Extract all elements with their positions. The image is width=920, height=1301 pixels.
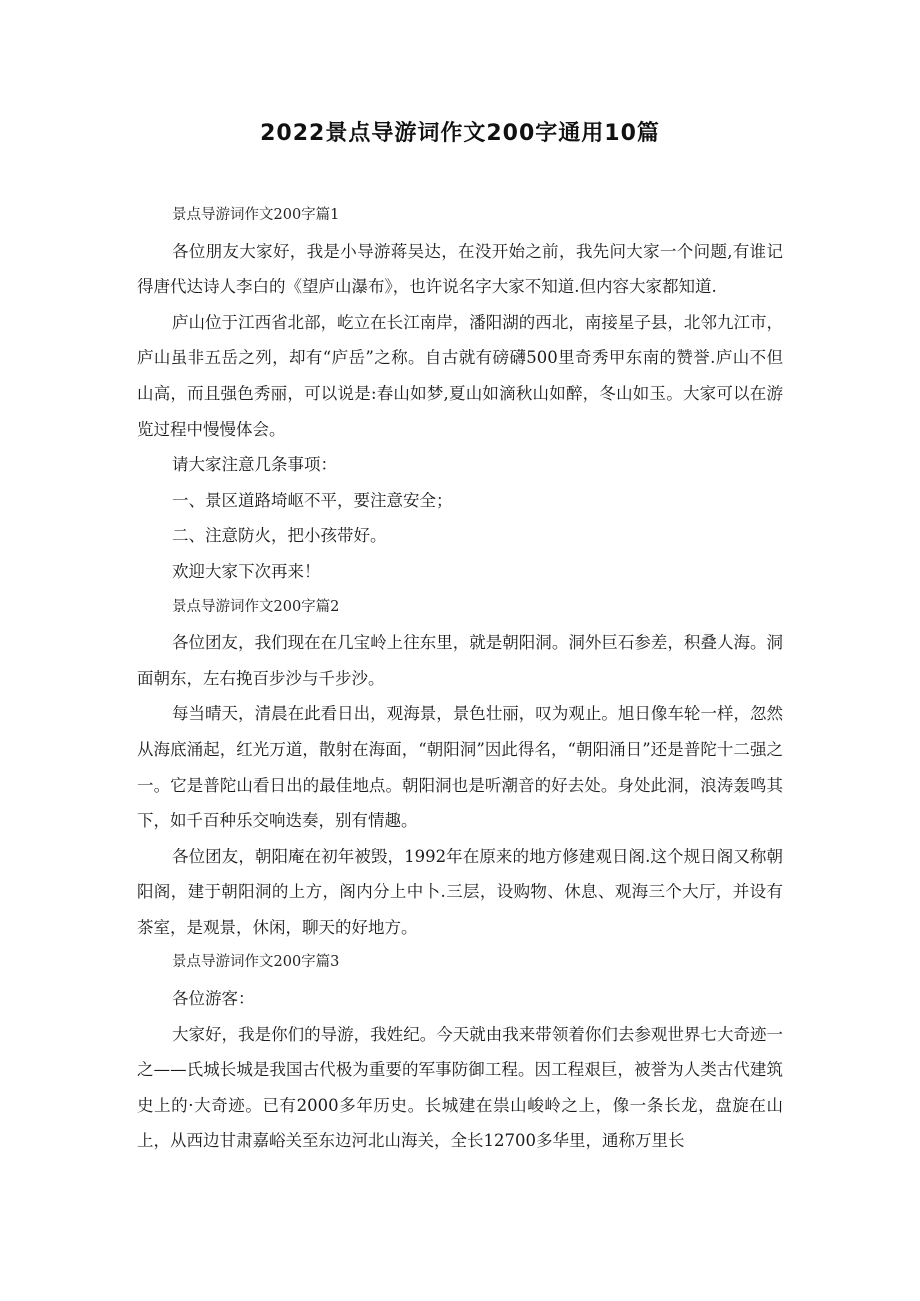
- paragraph: 各位游客：: [172, 989, 255, 1009]
- paragraph: 二、注意防火，把小孩带好。: [172, 526, 387, 546]
- paragraph: 欢迎大家下次再来！: [172, 561, 321, 581]
- paragraph: 请大家注意几条事项：: [172, 455, 337, 475]
- paragraph: 大家好，我是你们的导游，我姓纪。今天就由我来带领着你们去参观世界七大奇迹一之——氏城长城是我国古代极为重要的军事防御工程。因工程艰巨，被誉为人类古代建筑史上的·大奇迹。已有2000多年历史。长城建在祟山峻岭之上，像一条长龙，盘旋在山上，从西边甘肃嘉峪关至东边河北山海关，全长12700多华里，通称万里长: [137, 1024, 783, 1151]
- section-heading: 景点导游词作文200字篇2: [172, 598, 340, 615]
- document-title: 2022景点导游词作文200字通用10篇: [260, 121, 660, 146]
- paragraph: 一、景区道路埼岖不平，要注意安全；: [172, 490, 453, 510]
- paragraph: 庐山位于江西省北部，屹立在长江南岸，潘阳湖的西北，南接星子县，北邻九江市，庐山虽非五岳之列，却有“庐岳”之称。自古就有磅礴500里奇秀甲东南的赞誉.庐山不但山高，而且强色秀丽，可以说是:春山如梦,夏山如滴秋山如醉，冬山如玉。大家可以在游览过程中慢慢体会。: [137, 312, 783, 439]
- section-heading: 景点导游词作文200字篇3: [172, 954, 340, 971]
- paragraph: 每当晴天，清晨在此看日出，观海景，景色壮丽，叹为观止。旭日像车轮一样，忽然从海底涌起，红光万道，散射在海面，“朝阳洞”因此得名，“朝阳涌日”还是普陀十二强之一。它是普陀山看日出的最佳地点。朝阳洞也是听潮音的好去处。身处此洞，浪涛轰鸣其下，如千百种乐交响迭奏，别有情趣。: [137, 704, 783, 831]
- section-heading: 景点导游词作文200字篇1: [172, 207, 340, 223]
- paragraph: 各位团友，朝阳庵在初年被毁，1992年在原来的地方修建观日阁.这个规日阁又称朝阳阁，建于朝阳洞的上方，阁内分上中卜.三层，设购物、休息、观海三个大厅，并设有茶室，是观景，休闲，聊天的好地方。: [137, 846, 783, 937]
- paragraph: 各位团友，我们现在在几宝岭上往东里，就是朝阳洞。洞外巨石参差，积叠人海。洞面朝东，左右挽百步沙与千步沙。: [137, 633, 783, 688]
- paragraph: 各位朋友大家好，我是小导游蒋吴达，在没开始之前，我先问大家一个问题,有谁记得唐代达诗人李白的《望庐山瀑布》，也许说名字大家不知道.但内容大家都知道.: [137, 241, 783, 297]
- document-body: [137, 198, 783, 1159]
